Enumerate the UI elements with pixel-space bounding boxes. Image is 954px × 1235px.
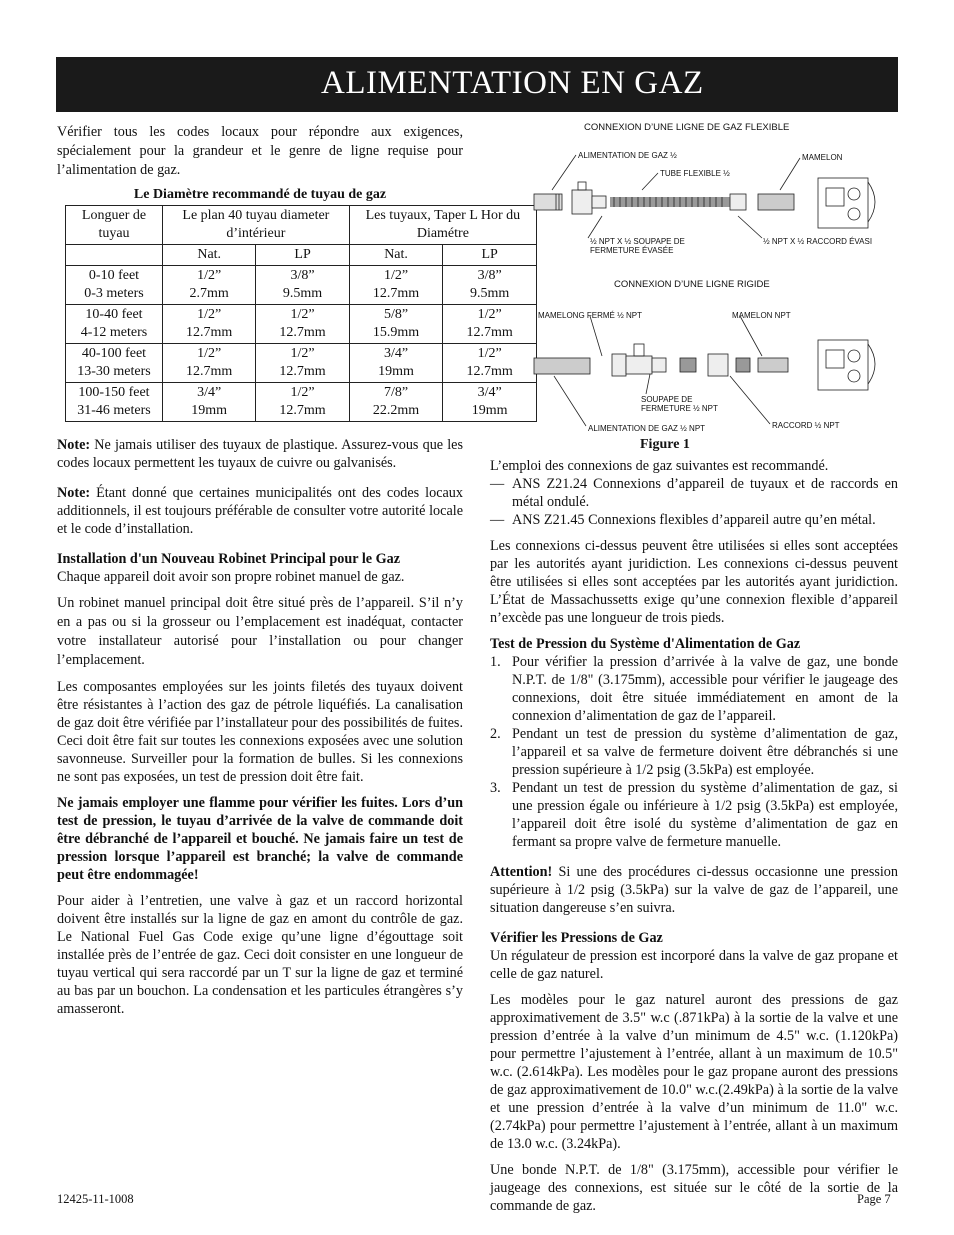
table-cell: 5/8” 15.9mm [349, 305, 443, 344]
right-column [490, 457, 898, 1223]
label-gas-supply: ALIMENTATION DE GAZ ½ [578, 151, 677, 160]
table-cell: 3/8” 9.5mm [256, 266, 349, 305]
intro-paragraph: Vérifier tous les codes locaux pour répondre aux exigences, spécialement pour la grandeur et le genre de ligne requise pour l’alimentation de gaz. [57, 124, 463, 178]
header-length: Longuer de tuyau [66, 206, 163, 245]
table-cell: 3/4” 19mm [163, 383, 256, 422]
table-cell: 7/8” 22.2mm [349, 383, 443, 422]
label-flare-fitting: ½ NPT X ½ RACCORD ÉVASI [763, 237, 873, 246]
test-heading: Test de Pression du Système d'Alimentation de Gaz [490, 636, 801, 652]
list-item: — ANS Z21.24 Connexions d’appareil de tuyaux et de raccords en métal ondulé. [490, 476, 898, 510]
table-cell: 1/2” 12.7mm [256, 383, 349, 422]
manual-valve-paragraph: Un robinet manuel principal doit être situé près de l’appareil. S’il n’y en a pas ou si la grosseur ou l’emplacement est inadéquat, contacter votre installateur autorisé pour l’installation ou pour changer l’emplacement. [57, 595, 463, 668]
table-cell-length: 10-40 feet 4-12 meters [66, 305, 163, 344]
flame-warning: Ne jamais employer une flamme pour vérifier les fuites. Lors d’un test de pression, le tuyau d’arrivée de la valve de commande doit être débranché de l’appareil et bouché. Ne jamais faire un test de pression lorsque l’appareil est branché; la valve de commande peut être endommagée! [57, 795, 463, 883]
flex-title: CONNEXION D’UNE LIGNE DE GAZ FLEXIBLE [584, 122, 790, 133]
table-row [66, 344, 537, 383]
subheader-nat: Nat. [349, 245, 443, 266]
figure-caption: Figure 1 [640, 437, 690, 452]
tap-paragraph: Une bonde N.P.T. de 1/8" (3.175mm), accessible pour vérifier le jaugeage des connexions, est située sur le côté de la sortie de la commande de gaz. [490, 1162, 898, 1214]
title-banner [56, 57, 898, 112]
table-cell: 1/2” 12.7mm [349, 266, 443, 305]
list-item: — ANS Z21.45 Connexions flexibles d’appareil autre qu’en métal. [490, 512, 876, 528]
attention-paragraph: Attention! Si une des procédures ci-dessus occasionne une pression supérieure à 1/2 psig (3.5kPa) sur la valve de gaz de l’appareil, une situation dangereuse s’en suivra. [490, 864, 898, 916]
label-flex-tube: TUBE FLEXIBLE ½ [660, 169, 730, 178]
table-cell: 1/2” 12.7mm [443, 305, 537, 344]
gas-connection-figure [530, 118, 890, 438]
label-rigid-supply: ALIMENTATION DE GAZ ½ NPT [588, 424, 706, 433]
label-nipple-npt: MAMELON NPT [732, 311, 791, 320]
test-steps [490, 653, 898, 851]
table-caption: Le Diamètre recommandé de tuyau de gaz [133, 187, 387, 202]
note-plastic: Note: Ne jamais utiliser des tuyaux de plastique. Assurez-vous que les codes locaux permettent les tuyaux de cuivre ou galvanisés. [57, 437, 463, 471]
pipe-diameter-table [65, 205, 537, 422]
connection-diagram [530, 118, 890, 438]
label-nipple: MAMELON [802, 153, 843, 162]
list-item: 3. Pendant un test de pression du système d’alimentation de gaz, si une pression égale ou inférieure à 1/2 psig (3.5kPa) est employée, l’appareil doit être isolé du système d’alimentation de gaz en fermant sa propre valve de fermeture manuelle. [490, 780, 898, 850]
recommend-paragraph: L’emploi des connexions de gaz suivantes est recommandé. [490, 458, 829, 474]
subheader-empty [66, 245, 163, 266]
label-closed-nipple: MAMELONG FERMÉ ½ NPT [538, 311, 643, 320]
install-section: Installation d'un Nouveau Robinet Principal pour le Gaz Chaque appareil doit avoir son propre robinet manuel de gaz. [57, 551, 405, 585]
table-row [66, 266, 537, 305]
table-cell-length: 0-10 feet 0-3 meters [66, 266, 163, 305]
install-heading: Installation d'un Nouveau Robinet Principal pour le Gaz [57, 551, 401, 567]
subheader-lp: LP [443, 245, 537, 266]
table-cell: 1/2” 12.7mm [163, 305, 256, 344]
label-rigid-valve-2: FERMETURE ½ NPT [641, 404, 718, 413]
verify-heading: Vérifier les Pressions de Gaz [490, 930, 663, 946]
table-cell: 1/2” 12.7mm [163, 344, 256, 383]
left-column [57, 123, 521, 1026]
subheader-lp: LP [256, 245, 349, 266]
note-local-codes: Note: Étant donné que certaines municipalités ont des codes locaux additionnels, il est toujours préférable de consulter votre autorité locale et le code d’installation. [57, 485, 463, 537]
table-cell: 3/4” 19mm [349, 344, 443, 383]
label-shutoff-valve-2: FERMETURE ÉVASÉE [590, 246, 674, 255]
header-schedule40: Le plan 40 tuyau diameter d’intérieur [163, 206, 350, 245]
table-cell: 3/4” 19mm [443, 383, 537, 422]
page-number: Page 7 [857, 1192, 891, 1206]
label-rigid-valve: SOUPAPE DE [641, 395, 693, 404]
verify-section: Vérifier les Pressions de Gaz Un régulateur de pression est incorporé dans la valve de gaz propane et celle de gaz naturel. [490, 930, 898, 982]
models-paragraph: Les modèles pour le gaz naturel auront des pressions de gaz approximativement de 3.5" w.c (.871kPa) à la sortie de la valve et une pression d’entrée à la valve d’un minimum de 4.5" w.c. (1.120kPa) pour permettre l’ajustement à l’entrée, allant à un maximum de 10.5" w.c. (2.614kPa). Les modèles pour le gaz propane auront des pressions de gaz approximativement de 10.0" w.c.(2.49kPa) à la sortie de la valve et une pression d’entrée à la valve d’un minimum de 11.0" w.c. (2.74kPa) pour permettre l’ajustement à l’entrée, allant à un maximum de 13.0 w.c. (3.24kPa). [490, 992, 898, 1152]
table-cell-length: 40-100 feet 13-30 meters [66, 344, 163, 383]
doc-number: 12425-11-1008 [57, 1192, 134, 1206]
list-item: 1. Pour vérifier la pression d’arrivée à la valve de gaz, une bonde N.P.T. de 1/8" (3.175mm), accessible pour vérifier le jaugeage des connexions, doit être située immédiatement en amont de la connexion d’alimentation de gaz de l’appareil. [490, 654, 898, 724]
table-cell: 1/2” 12.7mm [256, 344, 349, 383]
components-paragraph: Les composantes employées sur les joints filetés des tuyaux doivent être résistantes à l’action des gaz de pétrole liquéfiés. La canalisation de gaz doit être vérifiée par l’installateur pour des possibilités de fuites. Ceci doit être fait sur toutes les connexions exposées avec une solution savonneuse. Surveiller pour la formation de bulles. Si les connexions ne sont pas exposées, un test de pression doit être fait. [57, 679, 463, 785]
table-cell: 1/2” 12.7mm [256, 305, 349, 344]
page-title: ALIMENTATION EN GAZ [321, 65, 704, 101]
table-cell: 3/8” 9.5mm [443, 266, 537, 305]
table-cell: 1/2” 12.7mm [443, 344, 537, 383]
table-cell: 1/2” 2.7mm [163, 266, 256, 305]
table-row [66, 305, 537, 344]
label-union: RACCORD ½ NPT [772, 421, 840, 430]
service-paragraph: Pour aider à l’entretien, une valve à gaz et un raccord horizontal doivent être installés sur la ligne de gaz en amont du contrôle de gaz. Le National Fuel Gas Code exige qu’une ligne d’égouttage soit installée près de l’entrée de gaz. Ceci doit consister en une longueur de tuyau vertical qui sera raccordé par un T sur la ligne de gaz et terminé au bas par un bouchon. La condensation et les particules étrangères s’y amasseront. [57, 893, 463, 1017]
table-cell-length: 100-150 feet 31-46 meters [66, 383, 163, 422]
table-row [66, 383, 537, 422]
list-item: 2. Pendant un test de pression du système d’alimentation de gaz, l’appareil et sa valve de fermeture doivent être débranchés si une pression supérieure à 1/2 psig (3.5kPa) est employée. [490, 726, 898, 778]
table-header-row [66, 206, 537, 245]
table-subheader-row [66, 245, 537, 266]
header-type-l: Les tuyaux, Taper L Hor du Diamétre [349, 206, 536, 245]
subheader-nat: Nat. [163, 245, 256, 266]
rigid-title: CONNEXION D’UNE LIGNE RIGIDE [614, 279, 770, 290]
accepted-paragraph: Les connexions ci-dessus peuvent être utilisées si elles sont acceptées par les autorités ayant juridiction. Les connexions ci-dessus peuvent être utilisées si elles sont acceptées par les autorités ayant juridiction. L’État de Massachussetts exige qu’une connexion flexible d’appareil n’excède pas une longueur de trois pieds. [490, 538, 898, 626]
label-shutoff-valve: ½ NPT X ½ SOUPAPE DE [590, 237, 685, 246]
